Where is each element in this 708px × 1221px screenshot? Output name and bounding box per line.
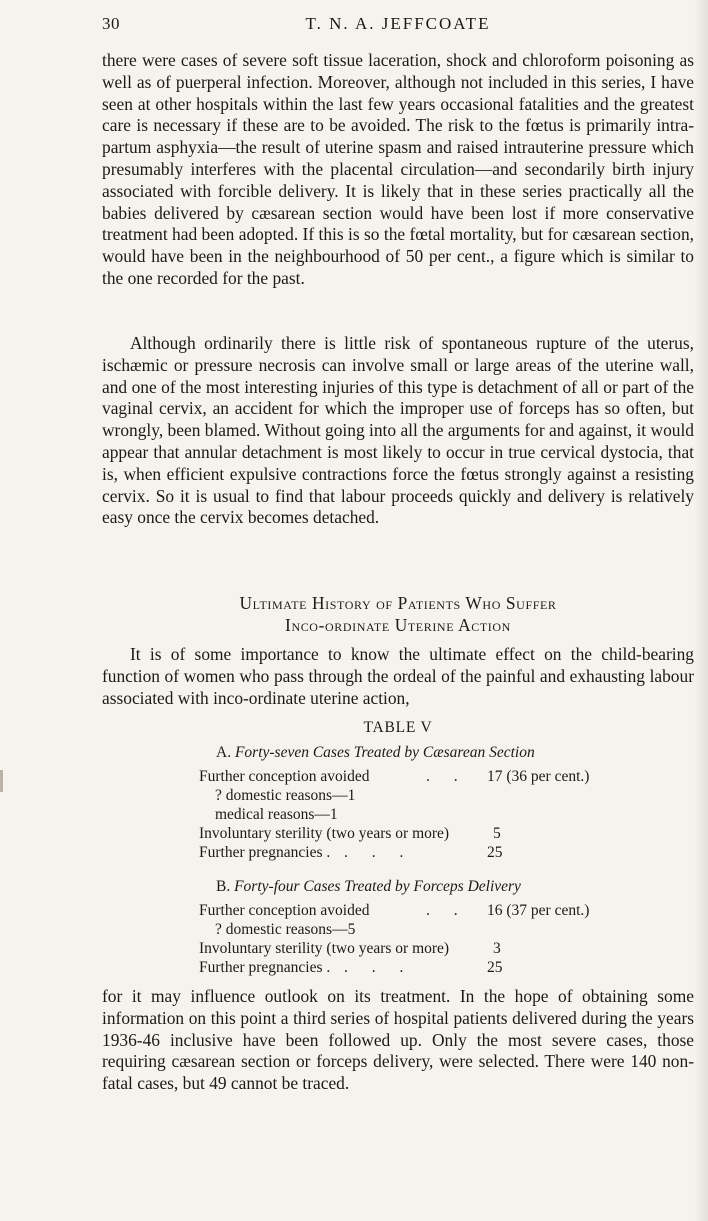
row-label: medical reasons—1	[215, 806, 338, 823]
body-paragraph	[102, 986, 694, 1095]
page-number: 30	[102, 14, 120, 33]
row-label: Further pregnancies .	[199, 959, 331, 976]
row-label: Further pregnancies .	[199, 844, 331, 861]
body-paragraph	[102, 50, 694, 290]
row-value: 17 (36 per cent.)	[487, 768, 590, 785]
section-heading	[102, 593, 694, 637]
row-leader-dots: . . .	[344, 844, 414, 861]
section-heading-line: Inco-ordinate Uterine Action	[285, 614, 511, 635]
paragraph-text: for it may influence outlook on its treatment. In the hope of obtaining some information on this point a third series of hospital patients delivered during the years 1936-46 inclusive have been followed up. Only the most severe cases, those requiring cæsarean section or forceps delivery, were selected. There were 140 non-fatal cases, but 49 cannot be traced.	[102, 986, 694, 1094]
body-paragraph	[102, 644, 694, 709]
table-caption: TABLE V	[363, 719, 433, 736]
table-subheading	[216, 877, 521, 896]
paragraph-text: It is of some importance to know the ultimate effect on the child-bearing function of women who pass through the ordeal of the painful and exhausting labour associated with inco-ordinate uterine action,	[102, 644, 694, 708]
scan-edge-mark	[0, 770, 3, 792]
row-leader-dots: . .	[426, 768, 468, 785]
subheading-title: Forty-four Cases Treated by Forceps Delivery	[234, 878, 521, 895]
row-label: Further conception avoided	[199, 768, 370, 785]
scan-gutter-shadow	[694, 0, 708, 1221]
row-label: Involuntary sterility (two years or more)	[199, 825, 450, 842]
row-value: 16 (37 per cent.)	[487, 902, 590, 919]
row-leader-dots: . . .	[344, 959, 414, 976]
row-leader-dots: . .	[426, 902, 468, 919]
row-value: 5	[493, 825, 501, 842]
row-value: 25	[487, 844, 503, 861]
row-label: Further conception avoided	[199, 902, 370, 919]
row-label: Involuntary sterility (two years or more)	[199, 940, 450, 957]
subheading-letter: B.	[216, 878, 231, 895]
row-label: ? domestic reasons—5	[215, 921, 356, 938]
row-value: 3	[493, 940, 501, 957]
running-head: T. N. A. JEFFCOATE	[305, 14, 491, 33]
page-header	[102, 14, 694, 38]
row-label: ? domestic reasons—1	[215, 787, 356, 804]
section-heading-line: Ultimate History of Patients Who Suffer	[239, 593, 557, 613]
body-paragraph	[102, 333, 694, 529]
subheading-letter: A.	[216, 744, 232, 761]
paragraph-text: Although ordinarily there is little risk of spontaneous rupture of the uterus, ischæmic or pressure necrosis can involve small or large areas of the uterine wall, and one of the most interesting injuries of this type is detachment of all or part of the vaginal cervix, an accident for which the improper use of forceps has so often, but wrongly, been blamed. Without going into all the arguments for and against, it would appear that annular detachment is most likely to occur in true cervical dystocia, that is, when efficient expulsive contractions force the fœtus strongly against a resisting cervix. So it is usual to find that labour proceeds quickly and delivery is relatively easy once the cervix becomes detached.	[102, 333, 694, 528]
subheading-title: Forty-seven Cases Treated by Cæsarean Section	[234, 744, 535, 761]
table-subheading	[216, 743, 535, 762]
paragraph-text: there were cases of severe soft tissue laceration, shock and chloroform poisoning as well as of puerperal infection. Moreover, although not included in this series, I have seen at other hospitals within the last few years occasional fatalities and the greatest care is necessary if these are to be avoided. The risk to the fœtus is primarily intra-partum asphyxia—the result of uterine spasm and raised intrauterine pressure which presumably interferes with the placental circulation—and secondarily birth injury associated with forcible delivery. It is likely that in these series practically all the babies delivered by cæsarean section would have been lost if more conservative treatment had been adopted. If this is so the fœtal mortality, but for cæsarean section, would have been in the neighbourhood of 50 per cent., a figure which is similar to the one recorded for the past.	[102, 50, 694, 288]
row-value: 25	[487, 959, 503, 976]
